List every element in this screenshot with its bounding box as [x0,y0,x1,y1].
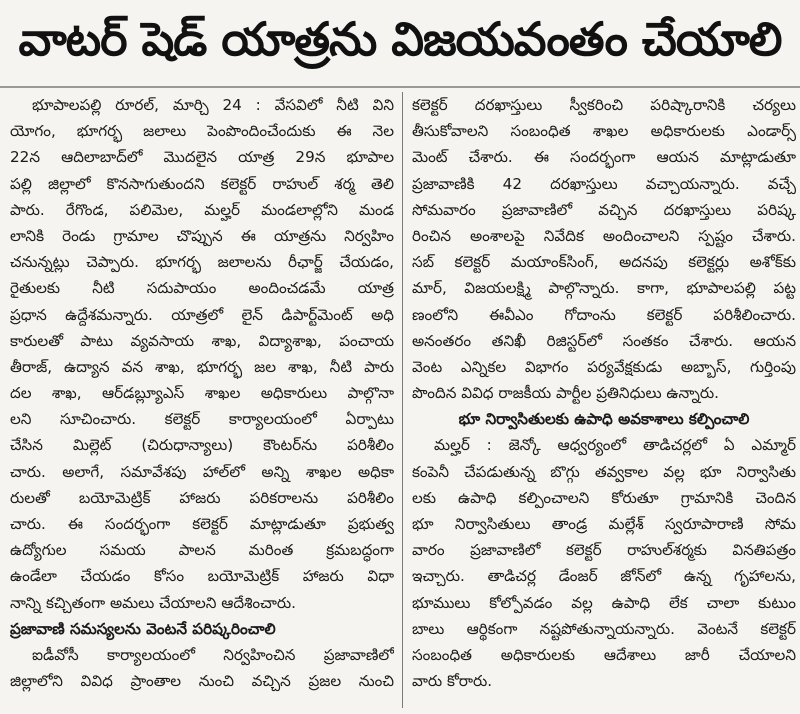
body-line: భూ నిర్వాసితులు తాండ్ర మల్లేశ్ స్వరూపారాణి సోమ [412,515,796,533]
body-line: మెంట్ చేశారు. ఈ సందర్భంగా ఆయన మాట్లాడుతూ [412,148,796,167]
body-line: ప్రజావాణికి 42 దరఖాస్తులు వచ్చాయన్నారు. వచ్చే [412,174,796,193]
body-line: భూపాలపల్లి రూరల్, మార్చి 24 : వేసవిలో నీటి విని [32,96,394,114]
left-column [10,92,394,694]
body-line: మల్హర్ : జెన్కో ఆధ్వర్యంలో తాడిచర్లలో ఏ ఎమ్మార్ [434,436,796,455]
body-line: చారు. అలాగే, సమావేశపు హాల్‌లో అన్ని శాఖల అధికా [10,462,394,481]
right-column [412,92,796,694]
body-line: ఉండేలా చేయడం కోసం బయోమెట్రిక్ హాజరు విధా [10,567,394,586]
body-line: రించిన అంశాలపై నివేదిక అందించాలని స్పష్టం చేశారు. [412,226,796,245]
body-line: కంపెనీ చేపడుతున్న బొగ్గు తవ్వకాల వల్ల భూ నిర్వాసితు [412,462,796,481]
body-line: లని సూచించారు. కలెక్టర్ కార్యాలయంలో ఏర్పాటు [10,410,394,429]
body-line: ఐడీవోసీ కార్యాలయంలో నిర్వహించిన ప్రజావాణిలో [32,645,394,664]
body-line: యోగం, భూగర్భ జలాలు పెంపొందించేందుకు ఈ నెల [10,122,394,141]
body-line: అనంతరం తనిఖీ రిజిస్టర్‌లో సంతకం చేశారు. ఆయన [412,331,796,350]
body-line: దల శాఖ, ఆర్‌డబ్ల్యూఎస్ శాఖల అధికారులు పాల్గొనా [10,384,394,403]
body-line: సోమవారం ప్రజావాణిలో వచ్చిన దరఖాస్తులు పరిష్క [412,200,796,219]
body-line: సంబంధిత అధికారులకు ఆదేశాలు జారీ చేయాలని [412,645,796,664]
body-line: వారు కోరారు. [412,672,493,691]
body-line: లానికి రెండు గ్రామాల చొప్పున ఈ యాత్రను నిర్వహిం [10,226,394,245]
body-line: ఇచ్చారు. తాడిచర్ల డేంజర్ జోన్‌లో ఉన్న గృహాలను, [412,567,796,586]
body-line: వెంట ఎన్నికల విభాగం పర్యవేక్షకుడు అబ్బాస్, గుర్తింపు [412,357,796,376]
body-line: రులతో బయోమెట్రిక్ హాజరు పరికరాలను పరిశీలిం [10,488,394,507]
body-line: తీరాజ్, ఉద్యాన వన శాఖ, భూగర్భ జల శాఖ, నీటి పారు [10,357,394,376]
body-line: వారం ప్రజావాణిలో కలెక్టర్ రాహుల్‌శర్మకు వినతిపత్రం [412,541,796,560]
body-line: సబ్ కలెక్టర్ మయాంక్‌సింగ్, అదనపు కలెక్టర్లు అశోక్‌కు [412,253,796,272]
body-line: చనున్నట్లు చెప్పారు. భూగర్భ జలాలను రీఛార్జ్ చేయడం, [10,253,394,272]
body-line: తీసుకోవాలని సంబంధిత శాఖల అధికారులకు ఎండార్స్ [412,122,796,141]
subheading-prajavani: ప్రజావాణి సమస్యలను వెంటనే పరిష్కరించాలి [10,619,276,638]
body-line: ఉద్యోగుల సమయ పాలన మరింత క్రమబద్ధంగా [10,541,394,560]
body-line: ణంలోని ఈవీఎం గోదాంను కలెక్టర్ పరిశీలించారు. [412,305,796,324]
body-line: భూములు కోల్పోవడం వల్ల ఉపాధి లేక చాలా కుటుం [412,593,796,612]
body-line: మార్, విజయలక్ష్మి పాల్గొన్నారు. కాగా, భూపాలపల్లి పట్ట [412,279,796,298]
body-line: చేసిన మిల్లెట్ (చిరుధాన్యాలు) కౌంటర్‌ను పరిశీలిం [10,436,394,455]
body-line: కలెక్టర్ దరఖాస్తులు స్వీకరించి పరిష్కారానికి చర్యలు [412,96,796,114]
headline: వాటర్ షెడ్ యాత్రను విజయవంతం చేయాలి [18,12,782,66]
column-divider [402,92,403,708]
body-line: జిల్లాలోని వివిధ ప్రాంతాల నుంచి వచ్చిన ప్రజల నుంచి [10,672,394,691]
body-line: బాలు ఆర్థికంగా నష్టపోతున్నాయన్నారు. వెంటనే కలెక్టర్ [412,619,796,638]
body-line: పొందిన వివిధ రాజకీయ పార్టీల ప్రతినిధులు ఉన్నారు. [412,384,719,403]
body-line: 22న ఆదిలాబాద్‌లో మొదలైన యాత్ర 29న భూపాల [10,148,394,167]
subheading-displaced-farmers: భూ నిర్వాసితులకు ఉపాధి అవకాశాలు కల్పించాలి [458,410,750,429]
body-line: కారులతో పాటు వ్యవసాయ శాఖ, విద్యాశాఖ, పంచాయ [10,331,394,350]
body-line: నాన్ని కచ్చితంగా అమలు చేయాలని ఆదేశించారు. [10,593,296,612]
body-line: లకు ఉపాధి కల్పించాలని కోరుతూ గ్రామానికి చెందిన [412,488,796,507]
body-line: ప్రధాన ఉద్దేశమన్నారు. యాత్రలో లైన్ డిపార్ట్‌మెంట్ అధి [10,305,394,324]
body-line: పల్లి జిల్లాలో కొనసాగుతుందని కలెక్టర్ రాహుల్ శర్మ తెలి [10,174,394,193]
body-line: రైతులకు నీటి సదుపాయం అందించడమే యాత్ర [10,279,394,298]
body-line: చారు. ఈ సందర్భంగా కలెక్టర్ మాట్లాడుతూ ప్రభుత్వ [10,515,394,533]
headline-rule [0,86,800,88]
body-line: పారు. రేగొండ, పలిమెల, మల్హర్ మండలాల్లోని మండ [10,200,394,219]
